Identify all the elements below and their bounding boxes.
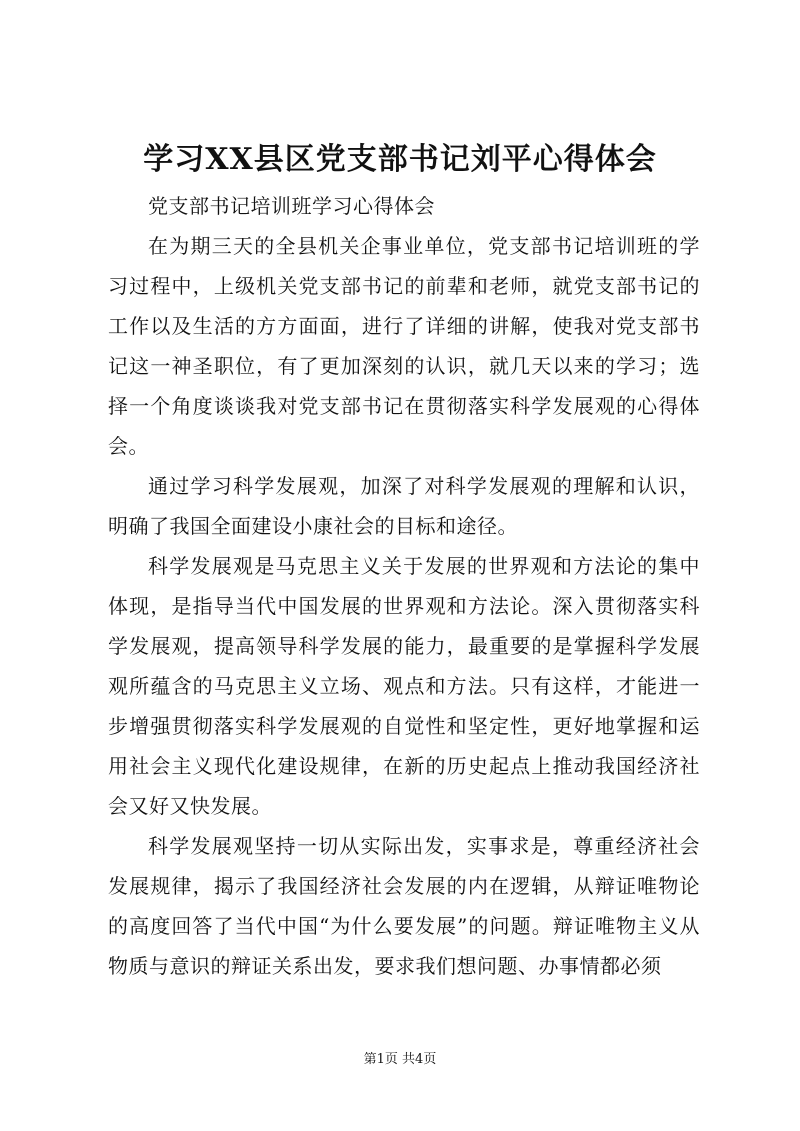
paragraph: 科学发展观是马克思主义关于发展的世界观和方法论的集中体现，是指导当代中国发展的世界观和方法论。深入贯彻落实科学发展观，提高领导科学发展的能力，最重要的是掌握科学发展观所蕴含的马克思主义立场、观点和方法。只有这样，才能进一步增强贯彻落实科学发展观的自觉性和坚定性，更好地掌握和运用社会主义现代化建设规律，在新的历史起点上推动我国经济社会又好又快发展。 (108, 554, 700, 818)
document-body (108, 186, 700, 986)
page-number-footer: 第1页 共4页 (363, 1052, 437, 1067)
paragraph: 科学发展观坚持一切从实际出发，实事求是，尊重经济社会发展规律，揭示了我国经济社会发展的内在逻辑，从辩证唯物论的高度回答了当代中国“为什么要发展”的问题。辩证唯物主义从物质与意识的辩证关系出发，要求我们想问题、办事情都必须 (108, 834, 700, 978)
paragraph-subtitle: 党支部书记培训班学习心得体会 (148, 194, 435, 218)
document-title: 学习XX县区党支部书记刘平心得体会 (143, 142, 657, 177)
paragraph: 通过学习科学发展观，加深了对科学发展观的理解和认识，明确了我国全面建设小康社会的目标和途径。 (108, 474, 700, 538)
paragraph: 在为期三天的全县机关企事业单位，党支部书记培训班的学习过程中，上级机关党支部书记的前辈和老师，就党支部书记的工作以及生活的方方面面，进行了详细的讲解，使我对党支部书记这一神圣职位，有了更加深刻的认识，就几天以来的学习；选择一个角度谈谈我对党支部书记在贯彻落实科学发展观的心得体会。 (108, 234, 700, 458)
